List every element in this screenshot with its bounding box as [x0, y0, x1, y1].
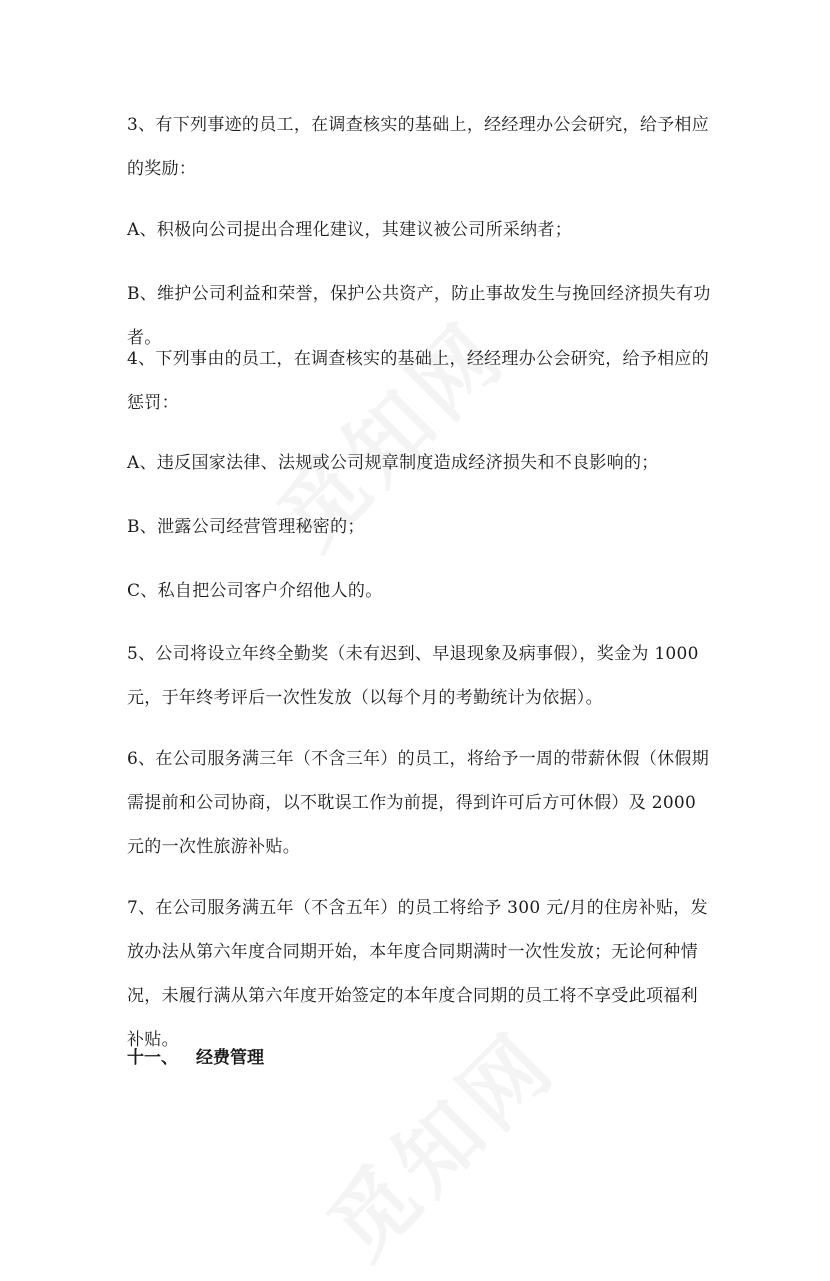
paragraph-reward-a: A、积极向公司提出合理化建议，其建议被公司所采纳者； [127, 220, 573, 240]
paragraph-penalty-b: B、泄露公司经营管理秘密的； [127, 517, 365, 537]
paragraph-housing-subsidy: 7、在公司服务满五年（不含五年）的员工将给予 300 元/月的住房补贴，发放办法从第六年度合同期开始，本年度合同期满时一次性发放；无论何种情况，未履行满从第六年度开始签定的本年度合同期的员工将不享受此项福利补贴。 [127, 898, 708, 1050]
paragraph-penalty-a: A、违反国家法律、法规或公司规章制度造成经济损失和不良影响的； [127, 453, 659, 473]
section-heading [127, 1046, 264, 1070]
paragraph-reward-b: B、维护公司利益和荣誉，保护公共资产，防止事故发生与挽回经济损失有功者。 [127, 284, 711, 348]
paragraph-rewards-intro: 3、有下列事迹的员工，在调查核实的基础上，经经理办公会研究，给予相应的奖励： [127, 115, 710, 179]
paragraph-penalty-c: C、私自把公司客户介绍他人的。 [127, 581, 383, 601]
paragraph-penalties-intro: 4、下列事由的员工，在调查核实的基础上，经经理办公会研究，给予相应的惩罚： [127, 349, 710, 413]
paragraph-paid-leave: 6、在公司服务满三年（不含三年）的员工，将给予一周的带薪休假（休假期需提前和公司协商，以不耽误工作为前提，得到许可后方可休假）及 2000 元的一次性旅游补贴。 [127, 749, 710, 857]
section-number: 十一、 [127, 1048, 178, 1068]
section-title: 经费管理 [196, 1048, 264, 1068]
paragraph-attendance-bonus: 5、公司将设立年终全勤奖（未有迟到、早退现象及病事假），奖金为 1000 元，于年终考评后一次性发放（以每个月的考勤统计为依据）。 [127, 644, 699, 708]
